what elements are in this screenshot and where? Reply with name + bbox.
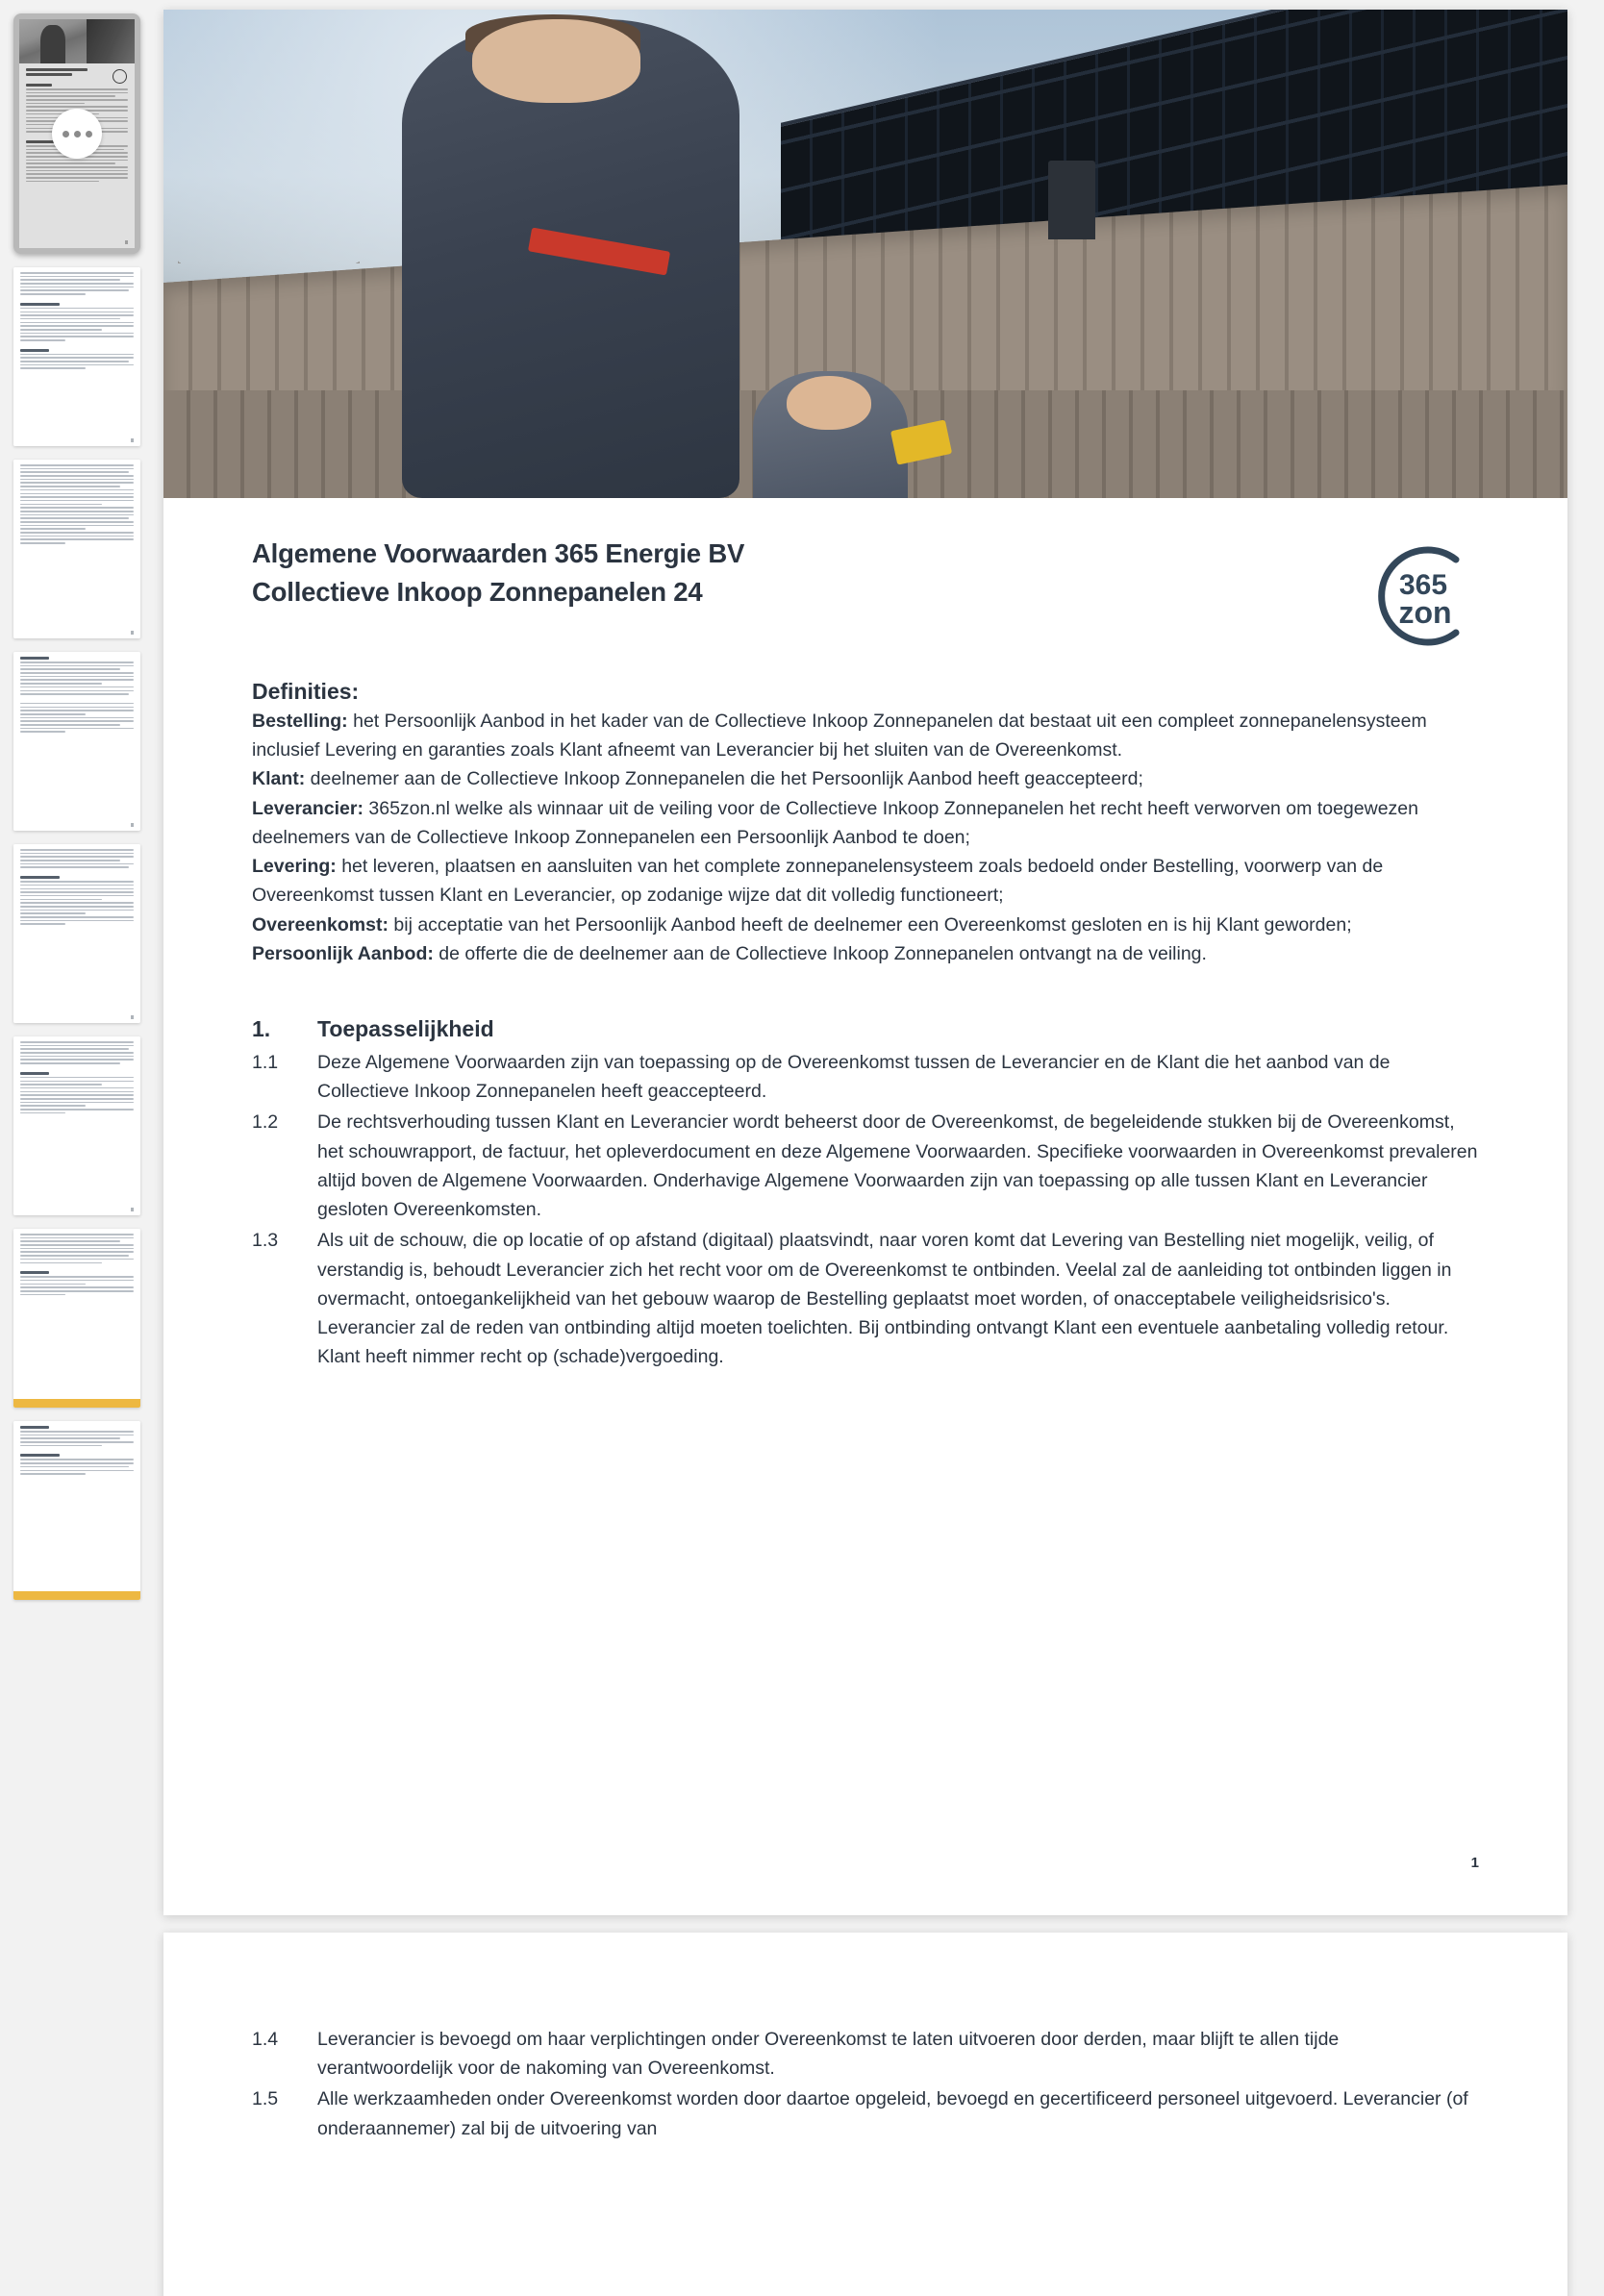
definition-term: Overeenkomst: xyxy=(252,913,388,936)
thumbnail-page-8[interactable] xyxy=(13,1421,140,1600)
document-page-viewer[interactable] xyxy=(154,0,1604,2296)
definition-leverancier xyxy=(252,794,1479,852)
clause-1-4 xyxy=(252,2025,1479,2083)
document-page-2 xyxy=(163,1933,1567,2296)
clause-1-1 xyxy=(252,1048,1479,1106)
thumbnail-sidebar[interactable] xyxy=(0,0,154,2296)
thumbnail-page-7[interactable] xyxy=(13,1229,140,1408)
document-header xyxy=(252,535,1479,654)
clause-1-2 xyxy=(252,1108,1479,1224)
thumbnail-page-6[interactable] xyxy=(13,1036,140,1215)
clause-text: Alle werkzaamheden onder Overeenkomst worden door daartoe opgeleid, bevoegd en gecertificeerd personeel uitgevoerd. Leverancier (of onderaannemer) zal bij de uitvoering van xyxy=(317,2088,1468,2139)
definition-persoonlijk-aanbod xyxy=(252,939,1479,968)
thumbnail-page-3[interactable] xyxy=(13,460,140,638)
clause-1-3 xyxy=(252,1226,1479,1371)
thumbnail-gold-footer-bar xyxy=(13,1399,140,1408)
hero-photo-solar-installers xyxy=(163,10,1567,498)
clause-number: 1.2 xyxy=(252,1111,279,1134)
definition-text: bij acceptatie van het Persoonlijk Aanbod heeft de deelnemer een Overeenkomst gesloten en is hij Klant geworden; xyxy=(388,913,1352,936)
definition-term: Levering: xyxy=(252,856,337,878)
definition-text: het Persoonlijk Aanbod in het kader van de Collectieve Inkoop Zonnepanelen dat bestaat uit een compleet zonnepanelensysteem inclusief Levering en garanties zoals Klant afneemt van Leverancier bij het sluiten van de Overeenkomst. xyxy=(252,711,1427,761)
title-line-1: Algemene Voorwaarden 365 Energie BV xyxy=(252,538,745,568)
logo-text-zon: zon xyxy=(1398,595,1452,630)
thumbnail-gold-footer-bar xyxy=(13,1591,140,1600)
definition-text: deelnemer aan de Collectieve Inkoop Zonnepanelen die het Persoonlijk Aanbod heeft geaccepteerd; xyxy=(305,768,1143,790)
page-title xyxy=(252,535,744,611)
title-line-2: Collectieve Inkoop Zonnepanelen 24 xyxy=(252,576,703,607)
clause-number: 1.5 xyxy=(252,2088,279,2110)
clause-text: Als uit de schouw, die op locatie of op afstand (digitaal) plaatsvindt, naar voren komt dat Levering van Bestelling niet mogelijk, veilig, of verstandig is, behoudt Leverancier zich het recht voor om de Overeenkomst te ontbinden. Veelal zal de aanleiding tot ontbinden liggen in overmacht, ontoegankelijkheid van het gebouw waarop de Bestelling geplaatst moet worden, of onacceptabele veiligheidsrisico's. Leverancier zal de reden van ontbinding altijd moeten toelichten. Bij ontbinding ontvangt Klant een eventuele aanbetaling volledig retour. Klant heeft nimmer recht op (schade)vergoeding. xyxy=(317,1230,1452,1368)
clause-number: 1.3 xyxy=(252,1230,279,1252)
thumbnail-hero-photo xyxy=(19,19,135,63)
definition-term: Klant: xyxy=(252,768,306,790)
definition-text: 365zon.nl welke als winnaar uit de veiling voor de Collectieve Inkoop Zonnepanelen het recht heeft verworven om toegewezen deelnemers van de Collectieve Inkoop Zonnepanelen een Persoonlijk Aanbod te doen; xyxy=(252,797,1418,848)
definition-overeenkomst xyxy=(252,911,1479,939)
definition-term: Leverancier: xyxy=(252,797,363,819)
clause-number: 1.1 xyxy=(252,1051,279,1073)
document-body xyxy=(163,498,1567,1371)
clause-text: Deze Algemene Voorwaarden zijn van toepassing op de Overeenkomst tussen de Leverancier en de Klant die het aanbod van de Collectieve Inkoop Zonnepanelen heeft geaccepteerd. xyxy=(317,1051,1391,1103)
definities-heading: Definities: xyxy=(252,679,360,704)
clause-1-5 xyxy=(252,2084,1479,2142)
section-heading-toepasselijkheid xyxy=(252,1016,1479,1042)
365zon-logo-icon xyxy=(1356,538,1479,654)
definition-levering xyxy=(252,852,1479,910)
page-number-1: 1 xyxy=(1470,1855,1479,1871)
definition-term: Bestelling: xyxy=(252,711,348,732)
thumbnail-page-1[interactable] xyxy=(13,13,140,254)
thumbnail-page-2[interactable] xyxy=(13,267,140,446)
document-page-1 xyxy=(163,10,1567,1915)
document-body-page-2 xyxy=(163,1933,1567,2143)
definition-klant xyxy=(252,764,1479,793)
definition-term: Persoonlijk Aanbod: xyxy=(252,942,434,964)
thumbnail-logo-icon xyxy=(113,69,127,84)
clause-number: 1.4 xyxy=(252,2029,279,2050)
clause-text: De rechtsverhouding tussen Klant en Leverancier wordt beheerst door de Overeenkomst, de begeleidende stukken bij de Overeenkomst, het schouwrapport, de factuur, het opleverdocument en deze Algemene Voorwaarden. Specifieke voorwaarden in Overeenkomst prevaleren altijd boven de Algemene Voorwaarden. Onderhavige Algemene Voorwaarden zijn van toepassing op alle tussen Klant en Leverancier gesloten Overeenkomsten. xyxy=(317,1111,1478,1221)
section-title: Toepasselijkheid xyxy=(317,1015,494,1041)
section-number: 1. xyxy=(252,1015,271,1041)
definition-bestelling xyxy=(252,707,1479,764)
thumbnail-options-dots-icon[interactable] xyxy=(52,109,102,159)
logo-text-365: 365 xyxy=(1398,569,1448,601)
clause-text: Leverancier is bevoegd om haar verplichtingen onder Overeenkomst te laten uitvoeren door derden, maar blijft te allen tijde verantwoordelijk voor de nakoming van Overeenkomst. xyxy=(317,2029,1340,2080)
thumbnail-page-5[interactable] xyxy=(13,844,140,1023)
definition-text: de offerte die de deelnemer aan de Collectieve Inkoop Zonnepanelen ontvangt na de veiling. xyxy=(433,942,1207,964)
definition-text: het leveren, plaatsen en aansluiten van het complete zonnepanelensysteem zoals bedoeld onder Bestelling, voorwerp van de Overeenkomst tussen Klant en Leverancier, op zodanige wijze dat dit volledig functioneert; xyxy=(252,856,1384,907)
thumbnail-page-4[interactable] xyxy=(13,652,140,831)
